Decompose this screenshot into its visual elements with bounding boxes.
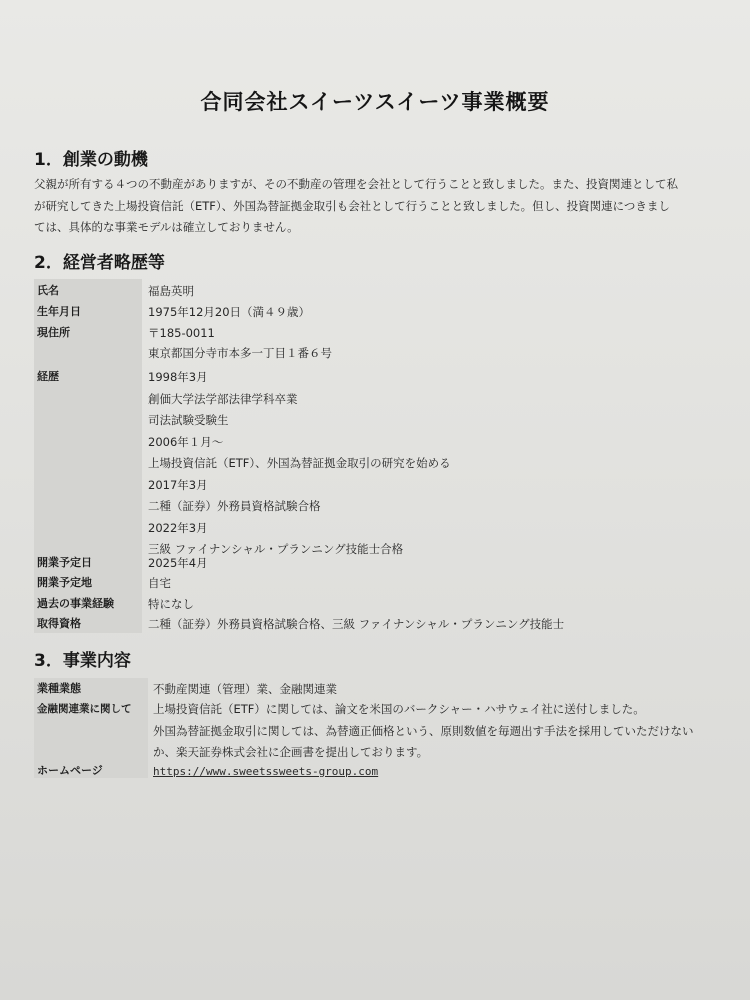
row-label-birthdate: 生年月日 <box>37 305 81 318</box>
finance-line: 上場投資信託（ETF）に関しては、論文を米国のバークシャー・ハサウェイ社に送付しました。 <box>153 702 645 716</box>
row-value-address: 東京都国分寺市本多一丁目１番６号 <box>148 346 332 360</box>
homepage-link[interactable]: https://www.sweetssweets-group.com <box>153 765 379 778</box>
career-item: 2022年3月 <box>148 520 208 535</box>
row-label-industry: 業種業態 <box>37 682 81 695</box>
career-item: 司法試験受験生 <box>148 413 229 427</box>
career-item: 三級 ファイナンシャル・プランニング技能士合格 <box>148 542 404 556</box>
career-item: 1998年3月 <box>148 370 208 384</box>
row-value-career <box>148 367 451 561</box>
row-label-qualifications: 取得資格 <box>37 617 81 630</box>
section3-heading: 3．事業内容 <box>34 651 131 671</box>
row-label-finance: 金融関連業に関して <box>37 703 132 715</box>
section2-heading: 2．経営者略歴等 <box>34 253 165 273</box>
row-label-homepage: ホームページ <box>37 764 103 777</box>
row-value-qualifications: 二種（証券）外務員資格試験合格、三級 ファイナンシャル・プランニング技能士 <box>148 617 565 631</box>
career-item: 二種（証券）外務員資格試験合格 <box>148 499 321 513</box>
row-label-career: 経歴 <box>37 370 59 383</box>
career-item: 創価大学法学部法律学科卒業 <box>148 391 298 406</box>
career-item: 2006年１月～ <box>148 434 224 449</box>
row-value-name: 福島英明 <box>148 284 194 298</box>
row-label-name: 氏名 <box>37 284 59 297</box>
row-value-industry: 不動産関連（管理）業、金融関連業 <box>153 682 337 696</box>
row-value-birthdate: 1975年12月20日（満４９歳） <box>148 305 311 319</box>
section1-paragraph <box>34 174 724 239</box>
finance-line: か、楽天証券株式会社に企画書を提出しております。 <box>153 745 429 759</box>
row-label-opening-date: 開業予定日 <box>37 556 92 569</box>
row-value-past-experience: 特になし <box>148 597 194 611</box>
document-title: 合同会社スイーツスイーツ事業概要 <box>200 90 550 114</box>
section1-line: が研究してきた上場投資信託（ETF）、外国為替証拠金取引も会社として行うことと致しました。但し、投資関連につきまし <box>34 198 670 213</box>
section1-heading: 1．創業の動機 <box>34 150 148 170</box>
section1-line: ては、具体的な事業モデルは確立しておりません。 <box>34 220 299 234</box>
row-value-postal: 〒185-0011 <box>148 326 215 340</box>
row-value-opening-place: 自宅 <box>148 576 171 590</box>
career-item: 上場投資信託（ETF）、外国為替証拠金取引の研究を始める <box>148 456 451 470</box>
row-label-opening-place: 開業予定地 <box>37 576 92 589</box>
career-item: 2017年3月 <box>148 477 208 492</box>
section1-line: 父親が所有する４つの不動産がありますが、その不動産の管理を会社として行うことと致しました。また、投資関連として私 <box>34 177 678 191</box>
row-value-finance <box>153 699 694 764</box>
row-value-homepage <box>153 761 378 782</box>
row-label-past-experience: 過去の事業経験 <box>37 597 114 610</box>
row-label-address: 現住所 <box>37 326 70 339</box>
row-value-opening-date: 2025年4月 <box>148 556 208 570</box>
finance-line: 外国為替証拠金取引に関しては、為替適正価格という、原則数値を毎週出す手法を採用していただけない <box>153 723 694 738</box>
